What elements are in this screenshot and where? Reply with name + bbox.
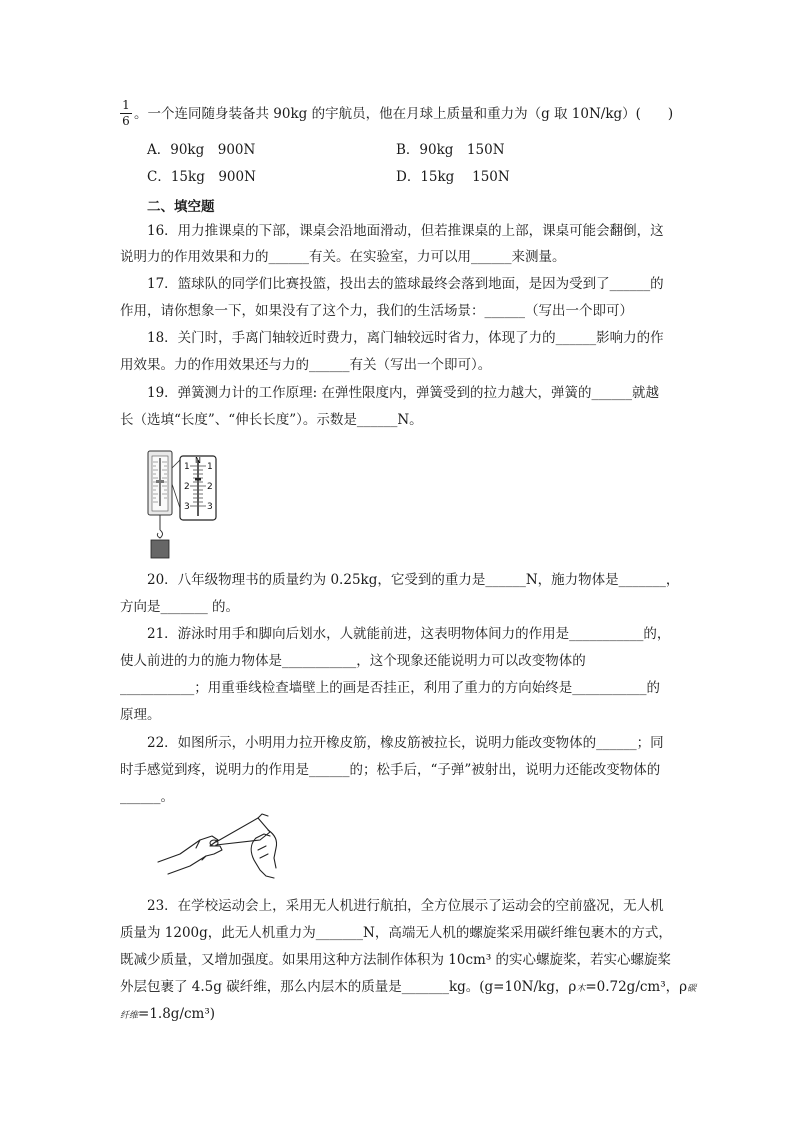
scale-left-mark-3: 3 [184, 502, 190, 512]
q23-line-5-text: =1.8g/cm³) [138, 1006, 216, 1022]
scale-right-mark-2: 2 [207, 482, 213, 492]
rho-carbon-subscript: 碳 [687, 984, 697, 994]
q21-line-1: 21．游泳时用手和脚向后划水，人就能前进，这表明物体间力的作用是___________的， [147, 626, 671, 642]
scale-right-mark-1: 1 [207, 462, 213, 472]
rubber-band-hands-figure [150, 810, 300, 882]
q23-line-3: 既减少质量，又增加强度。如果用这种方法制作体积为 10cm³ 的实心螺旋桨，若实心螺旋桨 [120, 952, 672, 968]
q15-option-d: D．15kg 150N [396, 169, 510, 185]
magnifier-callout [172, 460, 180, 508]
scale-left-mark-1: 1 [184, 462, 190, 472]
hanging-weight [151, 540, 169, 558]
q18-line-2: 用效果。力的作用效果还与力的______有关（写出一个即可）。 [120, 357, 492, 373]
rho-wood-subscript: 木 [576, 984, 586, 994]
q23-line-4-mid: =0.72g/cm³，ρ [585, 979, 688, 995]
q23-line-1: 23．在学校运动会上，采用无人机进行航拍，全方位展示了运动会的空前盛况，无人机 [147, 898, 664, 914]
q22-line-3: ______。 [120, 789, 174, 805]
q23-line-4 [120, 978, 696, 998]
q16-line-2: 说明力的作用效果和力的______有关。在实验室，力可以用______来测量。 [120, 249, 566, 265]
q20-line-2: 方向是_______ 的。 [120, 599, 240, 615]
fraction-numerator: 1 [122, 98, 130, 112]
scale-right-mark-3: 3 [207, 502, 213, 512]
section-title: 二、填空题 [147, 199, 215, 215]
spring-scale-figure [140, 448, 220, 562]
scale-unit-label: N [195, 456, 201, 465]
q19-line-2: 长（选填“长度”、“伸长长度”）。示数是______N。 [120, 412, 423, 428]
left-hand-drawing [158, 836, 222, 874]
q23-line-4-text: 外层包裹了 4.5g 碳纤维，那么内层木的质量是_______kg。(g=10N/kg，ρ [120, 979, 577, 995]
scale-pointer [195, 478, 201, 481]
q16-line-1: 16．用力推课桌的下部，课桌会沿地面滑动，但若推课桌的上部，课桌可能会翻倒，这 [147, 223, 664, 239]
q15-option-c: C．15kg 900N [147, 169, 256, 185]
rubber-band-drawing [216, 814, 270, 845]
rho-carbon-subscript-cont: 纤维 [120, 1011, 139, 1021]
q19-line-1: 19．弹簧测力计的工作原理: 在弹性限度内，弹簧受到的拉力越大，弹簧的______就越 [147, 385, 660, 401]
q23-line-5 [120, 1005, 215, 1025]
q17-line-1: 17．篮球队的同学们比赛投篮，投出去的篮球最终会落到地面，是因为受到了______的 [147, 276, 664, 292]
q15-option-b: B．90kg 150N [396, 142, 505, 158]
spring-scale-hook [157, 515, 162, 538]
q17-line-2: 作用，请你想象一下，如果没有了这个力，我们的生活场景：______（写出一个即可） [120, 303, 633, 319]
fraction-denominator: 6 [122, 114, 130, 128]
q21-line-4: 原理。 [120, 707, 161, 723]
fraction-one-sixth [120, 99, 132, 128]
scale-left-mark-2: 2 [184, 482, 190, 492]
q22-line-2: 时手感觉到疼，说明力的作用是______的；松手后，“子弹”被射出，说明力还能改变物体的 [120, 762, 661, 778]
q15-option-a: A．90kg 900N [147, 142, 256, 158]
q21-line-3: ___________；用重垂线检查墙壁上的画是否挂正，利用了重力的方向始终是___________的 [120, 680, 660, 696]
q23-line-2: 质量为 1200g，此无人机重力为_______N，高端无人机的螺旋桨采用碳纤维包裹木的方式， [120, 925, 672, 941]
q15-stem: 。一个连同随身装备共 90kg 的宇航员，他在月球上质量和重力为（g 取 10N/kg）( ) [134, 106, 674, 122]
spring-scale-body [148, 451, 172, 515]
q22-line-1: 22．如图所示，小明用力拉开橡皮筋，橡皮筋被拉长，说明力能改变物体的______；同 [147, 735, 664, 751]
q20-line-1: 20．八年级物理书的质量约为 0.25kg，它受到的重力是______N，施力物体是_______， [147, 572, 680, 588]
q21-line-2: 使人前进的力的施力物体是___________，这个现象还能说明力可以改变物体的 [120, 653, 586, 669]
q18-line-1: 18．关门时，手离门轴较近时费力，离门轴较远时省力，体现了力的______影响力的作 [147, 330, 664, 346]
